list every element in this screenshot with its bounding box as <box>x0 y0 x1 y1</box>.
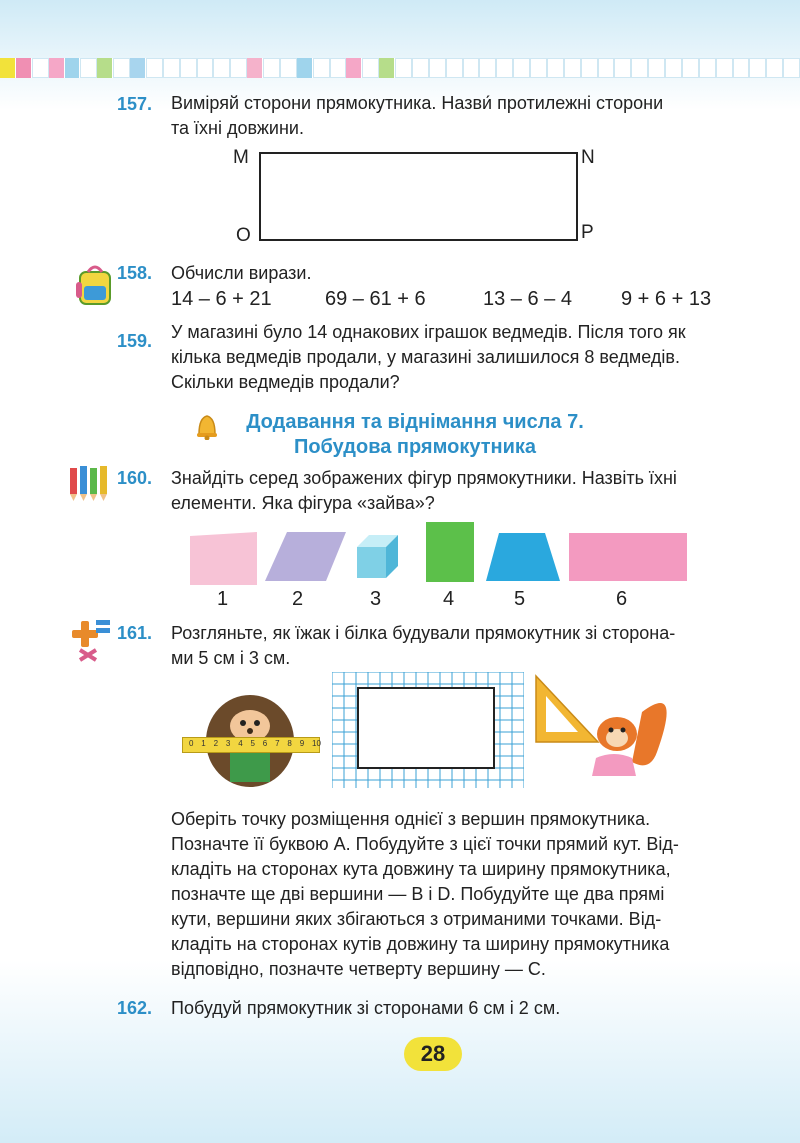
ruler-tick-label: 9 <box>299 739 305 748</box>
task-160-number: 160. <box>117 468 153 488</box>
page-number: 28 <box>404 1037 462 1071</box>
ruler-tick-label: 1 <box>201 739 206 748</box>
ruler-tick-label: 0 <box>189 739 194 748</box>
task-157-number: 157. <box>117 94 153 114</box>
ruler-tick-label: 3 <box>225 739 231 748</box>
task-161-para-line6: кладіть на сторонах кутів довжину та ширину прямокутника <box>171 934 670 954</box>
task-161-line1: Розгляньте, як їжак і білка будували прямокутник зі сторона- <box>171 623 676 643</box>
figure-label-1: 1 <box>217 588 229 610</box>
figure-label-2: 2 <box>292 588 304 610</box>
task-161-para-line1: Оберіть точку розміщення однієї з вершин прямокутника. <box>171 809 651 829</box>
figure-label-6: 6 <box>616 588 628 610</box>
ruler-tick-label: 6 <box>262 739 268 748</box>
task-158-number: 158. <box>117 263 153 283</box>
figure-3-cube <box>357 535 398 578</box>
task-159-line2: кілька ведмедів продали, у магазині залишилося 8 ведмедів. <box>171 347 680 367</box>
ruler-tick-label: 10 <box>312 739 321 748</box>
math-signs-icon <box>66 616 116 662</box>
task-161-para-line5: кути, вершини яких збігаються з отриманими точками. Від- <box>171 909 662 929</box>
task-161-para-line3: кладіть на сторонах кута довжину та ширину прямокутника, <box>171 859 671 879</box>
section-title-line1: Додавання та віднімання числа 7. <box>246 411 584 433</box>
task-158-text: Обчисли вирази. <box>171 263 312 283</box>
task-161-para-line4: позначте ще дві вершини — В і D. Побудуйте ще два прямі <box>171 884 665 904</box>
section-title-line2: Побудова прямокутника <box>293 436 537 458</box>
figure-label-4: 4 <box>443 588 455 610</box>
ruler-tick-label: 7 <box>275 739 280 748</box>
task-161-number: 161. <box>117 623 153 643</box>
figure-4-rectangle <box>426 522 474 582</box>
vertex-label-n: N <box>581 147 595 168</box>
task-161-para-line2: Позначте її буквою А. Побудуйте з цієї точки прямий кут. Від- <box>171 834 679 854</box>
vertex-label-p: P <box>581 222 594 243</box>
task-159-line3: Скільки ведмедів продали? <box>171 372 400 392</box>
ruler-tick-label: 8 <box>287 739 292 748</box>
figure-2-parallelogram <box>265 532 346 581</box>
drawn-rectangle <box>358 688 494 768</box>
task-159-line1: У магазині було 14 однакових іграшок ведмедів. Після того як <box>171 322 686 342</box>
task-161-para-line7: відповідно, позначте четверту вершину — С. <box>171 959 546 979</box>
task-161-line2: ми 5 см і 3 см. <box>171 648 291 668</box>
task-157-text-line1: Виміряй сторони прямокутника. Назви́ протилежні сторони <box>171 93 664 113</box>
expression-4: 9 + 6 + 13 <box>621 288 712 310</box>
task-160-line1: Знайдіть серед зображених фігур прямокутники. Назвіть їхні <box>171 468 677 488</box>
ruler-tick-label: 4 <box>238 739 243 748</box>
ruler-tick-label: 5 <box>250 739 255 748</box>
figure-label-5: 5 <box>514 588 526 610</box>
grid-paper <box>332 672 524 788</box>
task-162-number: 162. <box>117 998 153 1018</box>
figure-1-quadrilateral <box>190 532 257 585</box>
expression-3: 13 – 6 – 4 <box>483 288 572 310</box>
task-159-number: 159. <box>117 331 153 351</box>
squirrel-illustration <box>532 672 677 792</box>
figure-5-trapezoid <box>486 533 560 581</box>
task-157-text-line2: та їхні довжини. <box>171 118 304 138</box>
ruler <box>182 737 320 753</box>
figure-6-rectangle <box>569 533 687 581</box>
task-160-line2: елементи. Яка фігура «зайва»? <box>171 493 435 513</box>
ruler-tick-label: 2 <box>213 739 219 748</box>
expression-1: 14 – 6 + 21 <box>171 288 272 310</box>
vertex-label-m: M <box>233 147 249 168</box>
figure-label-3: 3 <box>370 588 382 610</box>
vertex-label-o: O <box>236 225 251 246</box>
expression-2: 69 – 61 + 6 <box>325 288 426 310</box>
task-162-text: Побудуй прямокутник зі сторонами 6 см і 2 см. <box>171 998 561 1018</box>
